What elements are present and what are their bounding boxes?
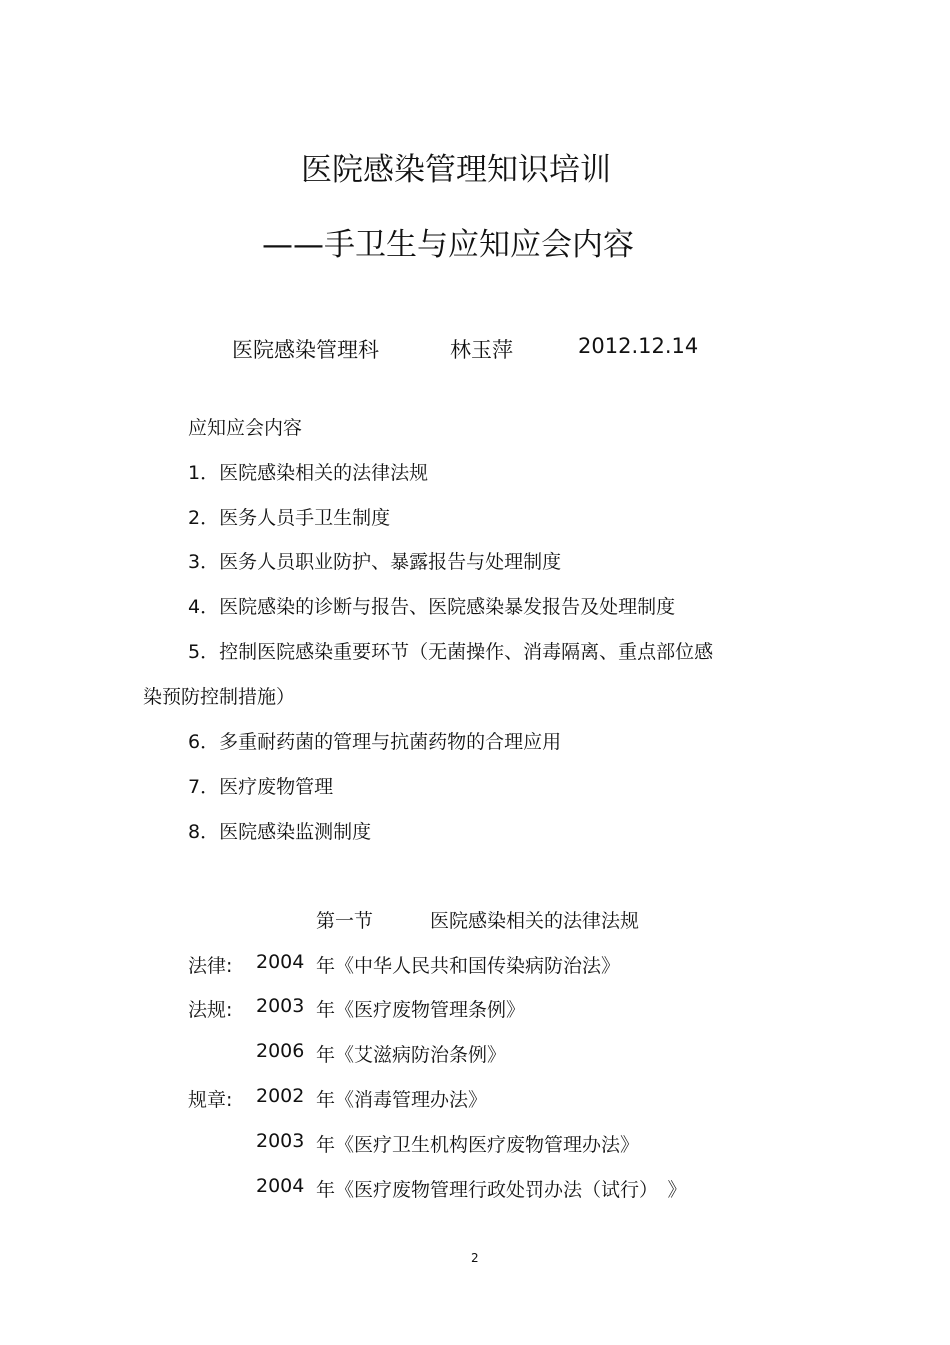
law-year: 2006 — [256, 1040, 305, 1062]
outline-item: 5．控制医院感染重要环节（无菌操作、消毒隔离、重点部位感 — [188, 641, 714, 663]
law-title: 年《医疗卫生机构医疗废物管理办法》 — [316, 1134, 640, 1156]
law-category-label: 法规: — [188, 999, 233, 1021]
law-year: 2004 — [256, 1175, 305, 1197]
law-category-label: 法律: — [188, 955, 233, 977]
outline-item: 1．医院感染相关的法律法规 — [188, 462, 429, 484]
law-title: 年《医疗废物管理条例》 — [316, 999, 526, 1021]
outline-item: 2．医务人员手卫生制度 — [188, 507, 391, 529]
department-name: 医院感染管理科 — [232, 338, 379, 362]
outline-item: 6．多重耐药菌的管理与抗菌药物的合理应用 — [188, 731, 562, 753]
law-title: 年《医疗废物管理行政处罚办法（试行） 》 — [316, 1179, 687, 1201]
document-subtitle: ——手卫生与应知应会内容 — [262, 227, 634, 263]
law-year: 2004 — [256, 951, 305, 973]
outline-item-continuation: 染预防控制措施） — [143, 686, 296, 708]
law-year: 2002 — [256, 1085, 305, 1107]
law-category-label: 规章: — [188, 1089, 233, 1111]
law-year: 2003 — [256, 995, 305, 1017]
law-title: 年《艾滋病防治条例》 — [316, 1044, 507, 1066]
outline-item: 8．医院感染监测制度 — [188, 821, 372, 843]
law-title: 年《消毒管理办法》 — [316, 1089, 488, 1111]
document-date: 2012.12.14 — [578, 334, 699, 358]
outline-item: 7．医疗废物管理 — [188, 776, 334, 798]
document-title: 医院感染管理知识培训 — [301, 152, 611, 188]
author-name: 林玉萍 — [450, 338, 513, 362]
section-title: 医院感染相关的法律法规 — [430, 910, 640, 932]
law-year: 2003 — [256, 1130, 305, 1152]
page-number: 2 — [471, 1251, 479, 1265]
law-title: 年《中华人民共和国传染病防治法》 — [316, 955, 621, 977]
section-number: 第一节 — [316, 910, 374, 932]
outline-item: 3．医务人员职业防护、暴露报告与处理制度 — [188, 551, 562, 573]
outline-item: 4．医院感染的诊断与报告、医院感染暴发报告及处理制度 — [188, 596, 676, 618]
outline-heading: 应知应会内容 — [188, 417, 303, 439]
